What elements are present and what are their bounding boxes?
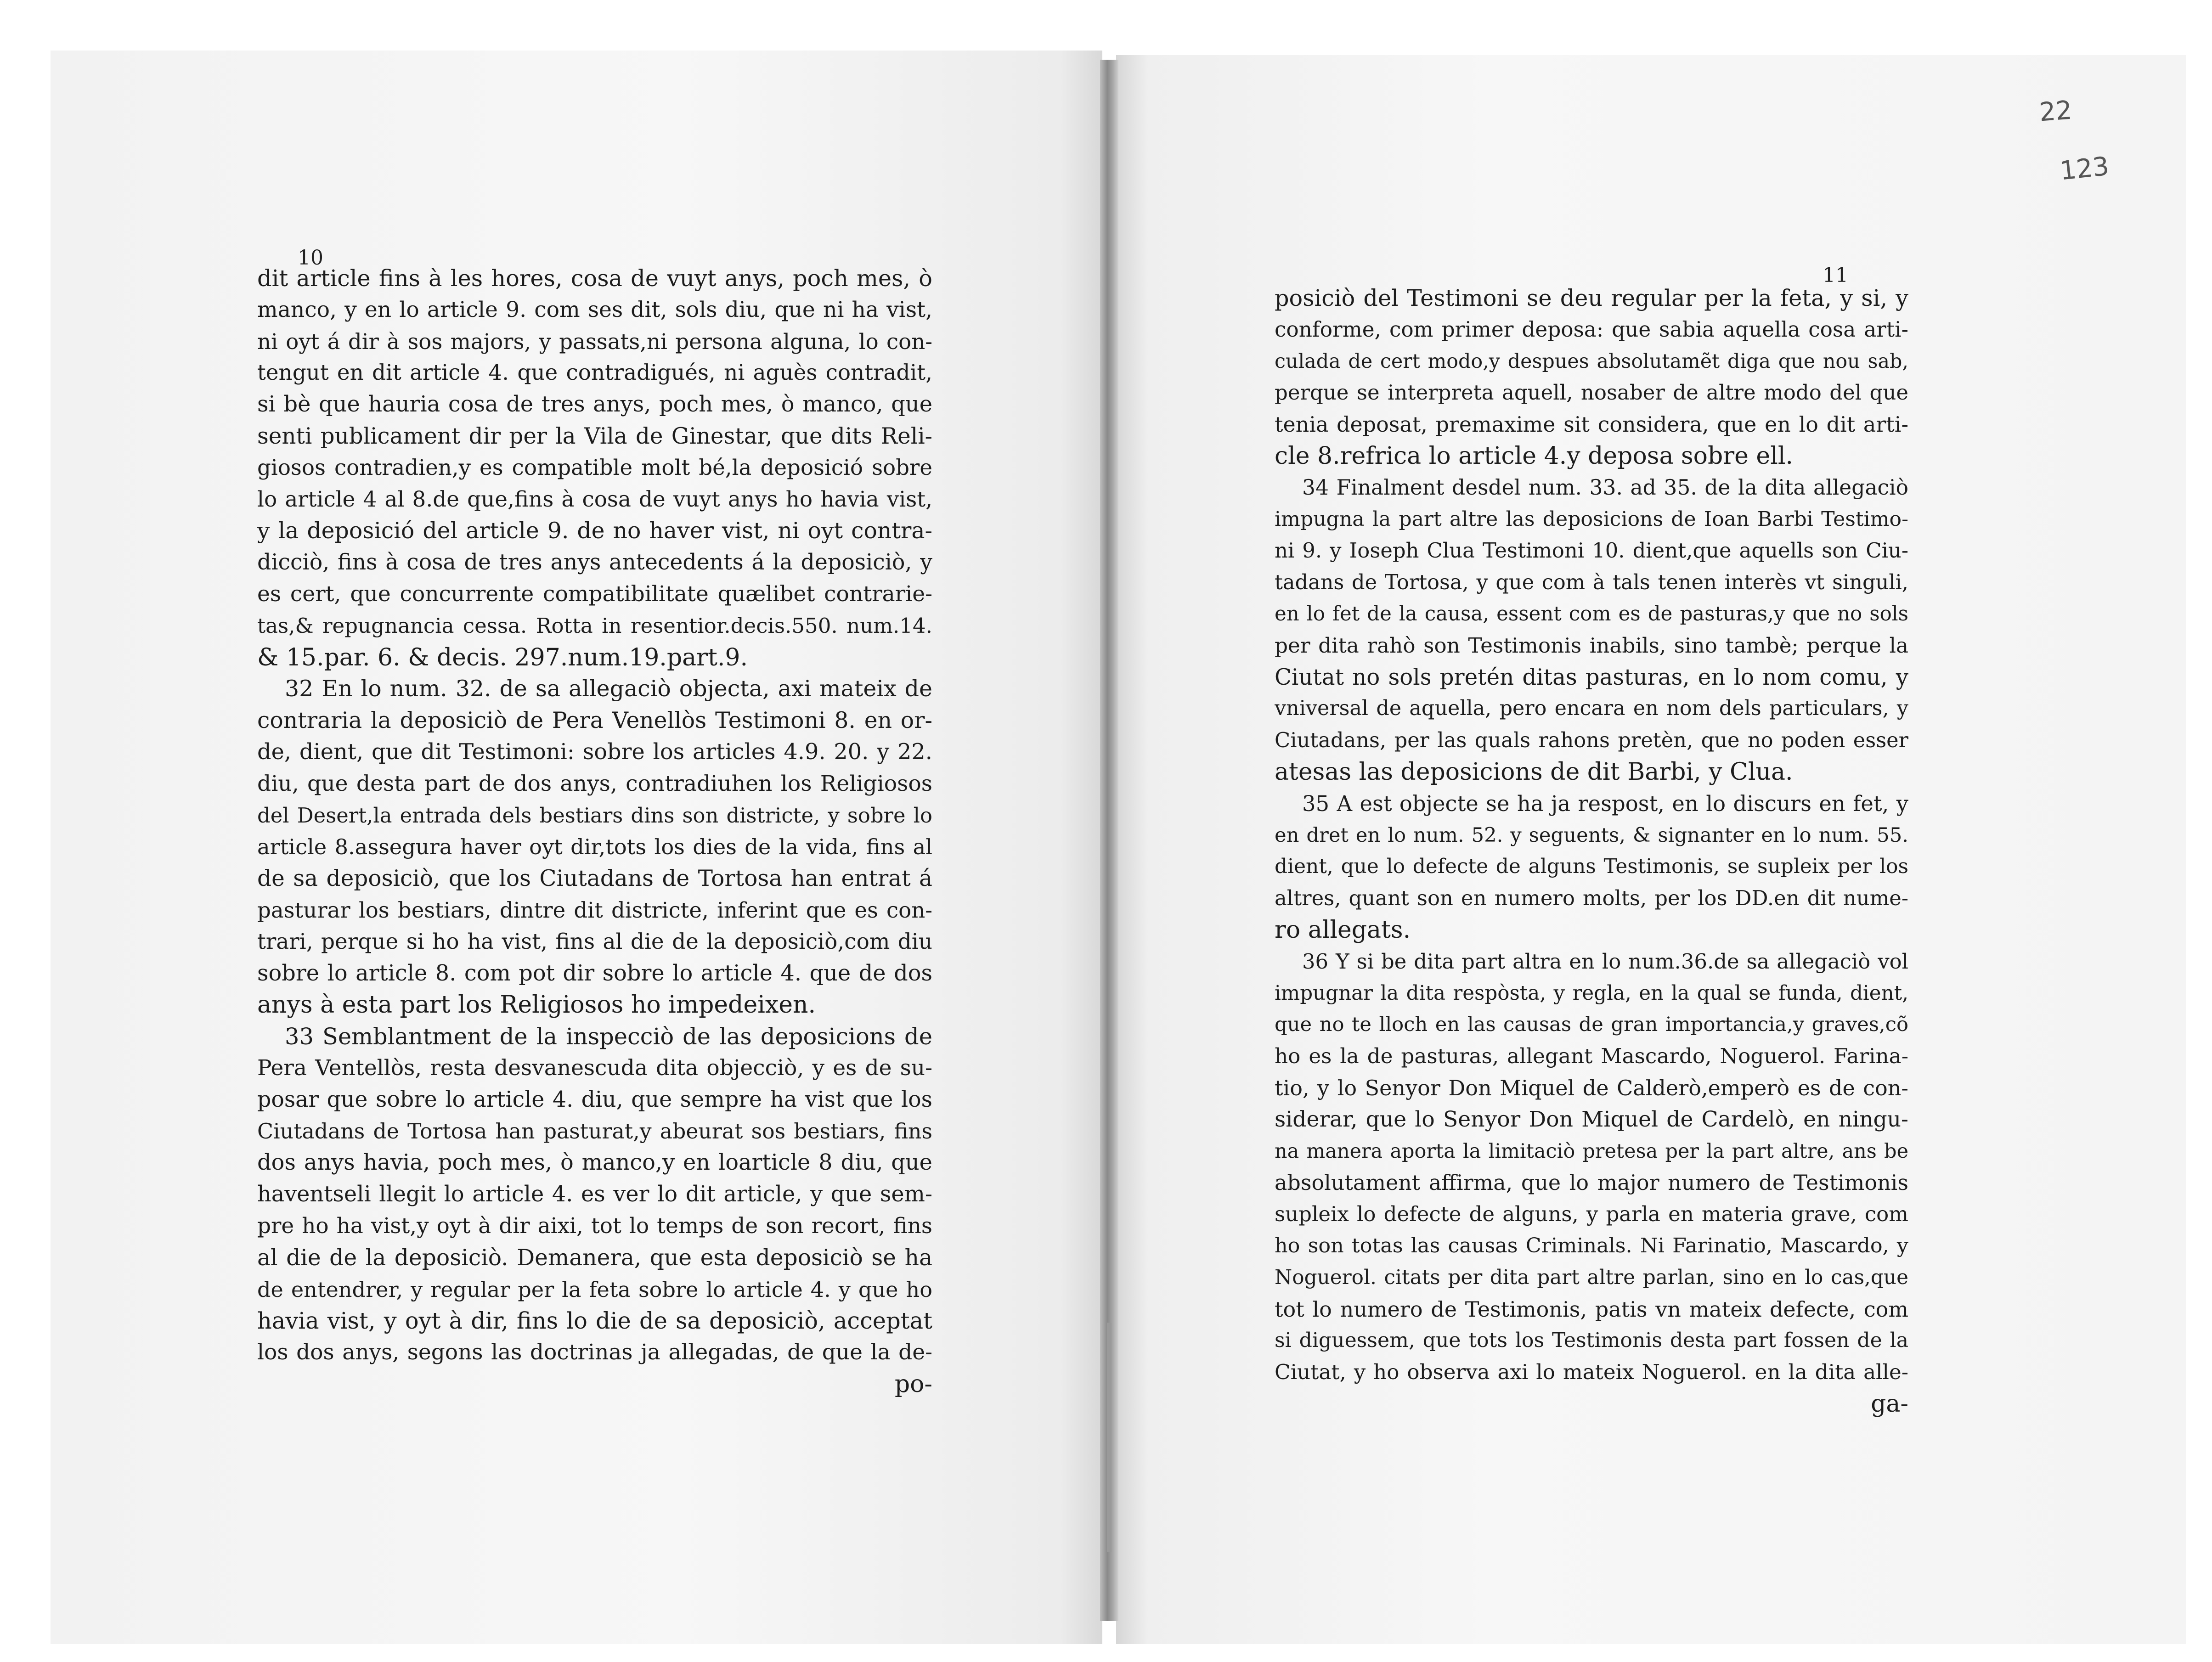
binding-thread (1107, 1323, 1112, 1552)
text-line: ni oyt á dir à sos majors, y passats,ni persona alguna, lo con- (257, 329, 932, 354)
paragraph-34-start: 34 Finalment desdel num. 33. ad 35. de la dita allegaciò (1302, 475, 1908, 500)
text-line: sobre lo article 8. com pot dir sobre lo article 4. que de dos (257, 960, 932, 986)
text-line: manco, y en lo article 9. com ses dit, sols diu, que ni ha vist, (257, 297, 932, 322)
handwritten-folio-note: 123 (2058, 151, 2110, 186)
text-line: diu, que desta part de dos anys, contradiuhen los Religiosos (257, 771, 932, 796)
text-line: tot lo numero de Testimonis, patis vn mateix defecte, com (1275, 1296, 1908, 1322)
text-line: giosos contradien,y es compatible molt bé,la deposició sobre (257, 455, 932, 480)
text-line: pasturar los bestiars, dintre dit districte, inferint que es con- (257, 897, 932, 923)
text-line: altres, quant son en numero molts, per los DD.en dit nume- (1275, 886, 1908, 911)
text-line: ro allegats. (1275, 916, 1411, 944)
text-line: impugna la part altre las deposicions de Ioan Barbi Testimo- (1275, 507, 1908, 531)
text-line: anys à esta part los Religiosos ho impedeixen. (257, 991, 816, 1019)
paragraph-33-start: 33 Semblantment de la inspecciò de las deposicions de (285, 1023, 932, 1050)
text-line: lo article 4 al 8.de que,fins à cosa de vuyt anys ho havia vist, (257, 487, 932, 512)
text-line: y la deposició del article 9. de no haver vist, ni oyt contra- (257, 518, 932, 544)
text-line: na manera aporta la limitaciò pretesa per la part altre, ans be (1275, 1139, 1908, 1163)
text-line: en lo fet de la causa, essent com es de pasturas,y que no sols (1275, 602, 1908, 625)
text-line: del Desert,la entrada dels bestiars dins son districte, y sobre lo (257, 803, 932, 828)
right-page-number: 11 (1823, 264, 1848, 287)
text-line: havia vist, y oyt à dir, fins lo die de sa deposiciò, acceptat (257, 1307, 932, 1335)
text-line: ho es la de pasturas, allegant Mascardo, Noguerol. Farina- (1275, 1044, 1908, 1069)
text-line: al die de la deposiciò. Demanera, que esta deposiciò se ha (257, 1245, 932, 1271)
text-line: ho son totas las causas Criminals. Ni Farinatio, Mascardo, y (1275, 1234, 1908, 1257)
text-line: tas,& repugnancia cessa. Rotta in resentior.decis.550. num.14. (257, 613, 932, 638)
text-line: cle 8.refrica lo article 4.y deposa sobre ell. (1275, 442, 1793, 470)
text-line: haventseli llegit lo article 4. es ver lo dit article, y que sem- (257, 1182, 932, 1207)
paragraph-32-start: 32 En lo num. 32. de sa allegaciò objecta, axi mateix de (285, 676, 932, 702)
text-line: & 15.par. 6. & decis. 297.num.19.part.9. (257, 643, 748, 671)
text-line: dicciò, fins à cosa de tres anys antecedents á la deposiciò, y (257, 550, 932, 575)
text-line: Pera Ventellòs, resta desvanescuda dita objecciò, y es de su- (257, 1055, 932, 1081)
text-line: tadans de Tortosa, y que com à tals tenen interès vt singuli, (1275, 570, 1908, 595)
text-line: Ciutadans, per las quals rahons pretèn, que no poden esser (1275, 728, 1908, 753)
text-line: contraria la deposiciò de Pera Venellòs Testimoni 8. en or- (257, 707, 932, 734)
catchword: ga- (1871, 1390, 1908, 1418)
text-line: supleix lo defecte de alguns, y parla en materia grave, com (1275, 1202, 1908, 1227)
text-line: dient, que lo defecte de alguns Testimonis, se supleix per los (1275, 855, 1908, 879)
text-line: los dos anys, segons las doctrinas ja allegadas, de que la de- (257, 1340, 932, 1365)
text-line: en dret en lo num. 52. y seguents, & signanter en lo num. 55. (1275, 823, 1908, 847)
text-line: absolutament affirma, que lo major numero de Testimonis (1275, 1170, 1908, 1195)
text-line: tenia deposat, premaxime sit considera, que en lo dit arti- (1275, 412, 1908, 437)
paragraph-35-start: 35 A est objecte se ha ja respost, en lo discurs en fet, y (1302, 791, 1908, 816)
text-line: culada de cert modo,y despues absolutamẽt diga que nou sab, (1275, 349, 1908, 373)
text-line: pre ho ha vist,y oyt à dir aixi, tot lo temps de son recort, fins (257, 1213, 932, 1239)
text-line: de, dient, que dit Testimoni: sobre los articles 4.9. 20. y 22. (257, 739, 932, 765)
text-line: Ciutadans de Tortosa han pasturat,y abeurat sos bestiars, fins (257, 1119, 932, 1144)
text-line: tio, y lo Senyor Don Miquel de Calderò,emperò es de con- (1275, 1075, 1908, 1100)
text-line: es cert, que concurrente compatibilitate quælibet contrarie- (257, 581, 932, 607)
text-line: Ciutat no sols pretén ditas pasturas, en lo nom comu, y (1275, 664, 1908, 690)
text-line: article 8.assegura haver oyt dir,tots los dies de la vida, fins al (257, 834, 932, 860)
text-line: Ciutat, y ho observa axi lo mateix Noguerol. en la dita alle- (1275, 1360, 1908, 1385)
text-line: atesas las deposicions de dit Barbi, y Clua. (1275, 758, 1793, 786)
text-line: siderar, que lo Senyor Don Miquel de Cardelò, en ningu- (1275, 1106, 1908, 1132)
text-line: vniversal de aquella, pero encara en nom dels particulars, y (1275, 697, 1908, 721)
text-line: ni 9. y Ioseph Clua Testimoni 10. dient,que aquells son Ciu- (1275, 538, 1908, 563)
text-line: impugnar la dita respòsta, y regla, en la qual se funda, dient, (1275, 981, 1908, 1005)
text-line: que no te lloch en las causas de gran importancia,y graves,cõ (1275, 1013, 1908, 1037)
text-line: trari, perque si ho ha vist, fins al die de la deposiciò,com diu (257, 929, 932, 954)
left-page-text (257, 263, 932, 1400)
text-line: dit article fins à les hores, cosa de vuyt anys, poch mes, ò (257, 265, 932, 292)
handwritten-folio-note: 22 (2038, 95, 2073, 128)
text-line: posiciò del Testimoni se deu regular per la feta, y si, y (1275, 285, 1908, 311)
text-line: de sa deposiciò, que los Ciutadans de Tortosa han entrat á (257, 866, 932, 892)
text-line: dos anys havia, poch mes, ò manco,y en loarticle 8 diu, que (257, 1150, 932, 1176)
text-line: de entendrer, y regular per la feta sobre lo article 4. y que ho (257, 1277, 932, 1302)
catchword: po- (894, 1370, 932, 1398)
text-line: per dita rahò son Testimonis inabils, sino tambè; perque la (1275, 633, 1908, 658)
text-line: perque se interpreta aquell, nosaber de altre modo del que (1275, 380, 1908, 405)
text-line: tengut en dit article 4. que contradigués, ni aguès contradit, (257, 361, 932, 386)
text-line: conforme, com primer deposa: que sabia aquella cosa arti- (1275, 317, 1908, 342)
right-page-text (1275, 282, 1908, 1420)
paragraph-36-start: 36 Y si be dita part altra en lo num.36.de sa allegaciò vol (1302, 949, 1908, 974)
left-page-number: 10 (298, 246, 323, 270)
text-line: si diguessem, que tots los Testimonis desta part fossen de la (1275, 1329, 1908, 1352)
text-line: senti publicament dir per la Vila de Ginestar, que dits Reli- (257, 423, 932, 449)
text-line: Noguerol. citats per dita part altre parlan, sino en lo cas,que (1275, 1265, 1908, 1289)
text-line: si bè que hauria cosa de tres anys, poch mes, ò manco, que (257, 392, 932, 417)
text-line: posar que sobre lo article 4. diu, que sempre ha vist que los (257, 1087, 932, 1112)
